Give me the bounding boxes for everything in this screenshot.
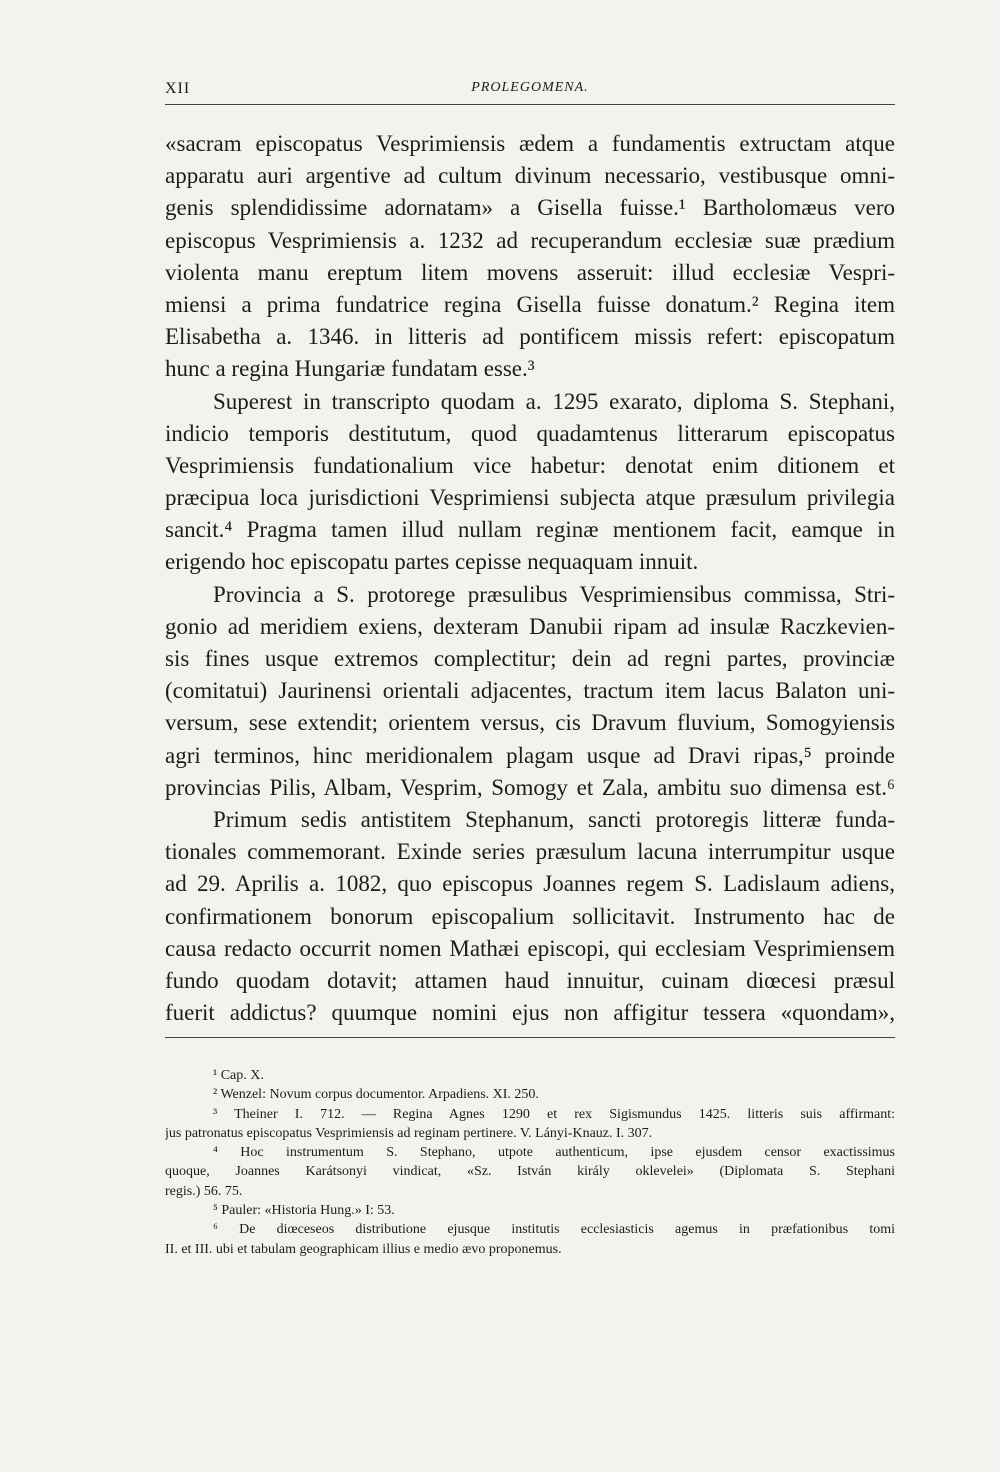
footnote-line: ³ Theiner I. 712. — Regina Agnes 1290 et rex Sigismundus 1425. litteris suis affirmant:: [213, 1106, 895, 1122]
text-line: «sacram episcopatus Vesprimiensis ædem a fundamentis extructam atque: [165, 131, 895, 156]
text-line: sis fines usque extremos complectitur; dein ad regni partes, provinciæ: [165, 646, 895, 671]
text-line: genis splendidissime adornatam» a Gisella fuisse.¹ Bartholomæus vero: [165, 195, 895, 221]
footnote-line: ¹ Cap. X.: [213, 1068, 264, 1083]
text-line: Vesprimiensis fundationalium vice habetur: denotat enim ditionem et: [165, 452, 895, 478]
footnote-line: ⁶ De diœceseos distributione ejusque institutis ecclesiasticis agemus in præfationibus tomi: [213, 1222, 895, 1238]
text-line: gonio ad meridiem exiens, dexteram Danubii ripam ad insulæ Raczkevien-: [165, 613, 895, 639]
text-line: hunc a regina Hungariæ fundatam esse.³: [165, 356, 535, 382]
text-line: indicio temporis destitutum, quod quadamtenus litterarum episcopatus: [165, 420, 895, 446]
text-line: apparatu auri argentive ad cultum divinum necessario, vestibusque omni-: [165, 163, 895, 189]
text-line: causa redacto occurrit nomen Mathæi episcopi, qui ecclesiam Vesprimiensem: [165, 935, 895, 961]
text-line: Superest in transcripto quodam a. 1295 exarato, diploma S. Stephani,: [213, 388, 895, 414]
text-line: fuerit addictus? quumque nomini ejus non affigitur tessera «quondam»,: [165, 1000, 895, 1026]
text-line: sancit.⁴ Pragma tamen illud nullam reginæ mentionem facit, eamque in: [165, 517, 895, 543]
text-line: ad 29. Aprilis a. 1082, quo episcopus Joannes regem S. Ladislaum adiens,: [165, 871, 895, 897]
main-text: [165, 128, 895, 1029]
text-line: erigendo hoc episcopatu partes cepisse nequaquam innuit.: [165, 549, 699, 575]
running-title: PROLEGOMENA.: [471, 80, 589, 95]
footnote-line: jus patronatus episcopatus Vesprimiensis ad reginam pertinere. V. Lányi-Knauz. I. 307.: [165, 1125, 653, 1141]
text-line: versum, sese extendit; orientem versus, cis Dravum fluvium, Somogyiensis: [165, 710, 895, 736]
footnote-line: ² Wenzel: Novum corpus documentor. Arpadiens. XI. 250.: [213, 1087, 539, 1103]
text-line: confirmationem bonorum episcopalium sollicitavit. Instrumento hac de: [165, 903, 895, 929]
text-line: agri terminos, hinc meridionalem plagam usque ad Dravi ripas,⁵ proinde: [165, 742, 895, 768]
page-number: XII: [165, 80, 191, 97]
header-rule: [165, 104, 895, 105]
text-line: præcipua loca jurisdictioni Vesprimiensi subjecta atque præsulum privilegia: [165, 485, 895, 511]
footnotes: [165, 1066, 895, 1259]
text-line: Provincia a S. protorege præsulibus Vesprimiensibus commissa, Stri-: [213, 581, 895, 607]
text-line: miensi a prima fundatrice regina Gisella fuisse donatum.² Regina item: [165, 291, 895, 317]
text-line: tionales commemorant. Exinde series præsulum lacuna interrumpitur usque: [165, 839, 895, 865]
text-line: episcopus Vesprimiensis a. 1232 ad recuperandum ecclesiæ suæ prædium: [165, 227, 895, 253]
text-line: (comitatui) Jaurinensi orientali adjacentes, tractum item lacus Balaton uni-: [165, 678, 895, 704]
footnote-line: ⁵ Pauler: «Historia Hung.» I: 53.: [213, 1203, 395, 1219]
page-header: [165, 80, 895, 104]
footnote-rule: [165, 1037, 895, 1038]
footnote-line: II. et III. ubi et tabulam geographicam illius e medio ævo proponemus.: [165, 1241, 562, 1257]
text-line: Elisabetha a. 1346. in litteris ad pontificem missis refert: episcopatum: [165, 324, 895, 350]
footnote-line: regis.) 56. 75.: [165, 1183, 243, 1199]
footnote-line: quoque, Joannes Karátsonyi vindicat, «Sz. István király oklevelei» (Diplomata S. Stephani: [165, 1164, 895, 1180]
footnote-line: ⁴ Hoc instrumentum S. Stephano, utpote authenticum, ipse ejusdem censor exactissimus: [213, 1145, 895, 1161]
text-line: Primum sedis antistitem Stephanum, sancti protoregis litteræ funda-: [213, 806, 895, 832]
text-line: provincias Pilis, Albam, Vesprim, Somogy et Zala, ambitu suo dimensa est.⁶: [165, 774, 895, 800]
text-line: fundo quodam dotavit; attamen haud innuitur, cuinam diœcesi præsul: [165, 967, 895, 993]
text-line: violenta manu ereptum litem movens asseruit: illud ecclesiæ Vespri-: [165, 259, 895, 285]
